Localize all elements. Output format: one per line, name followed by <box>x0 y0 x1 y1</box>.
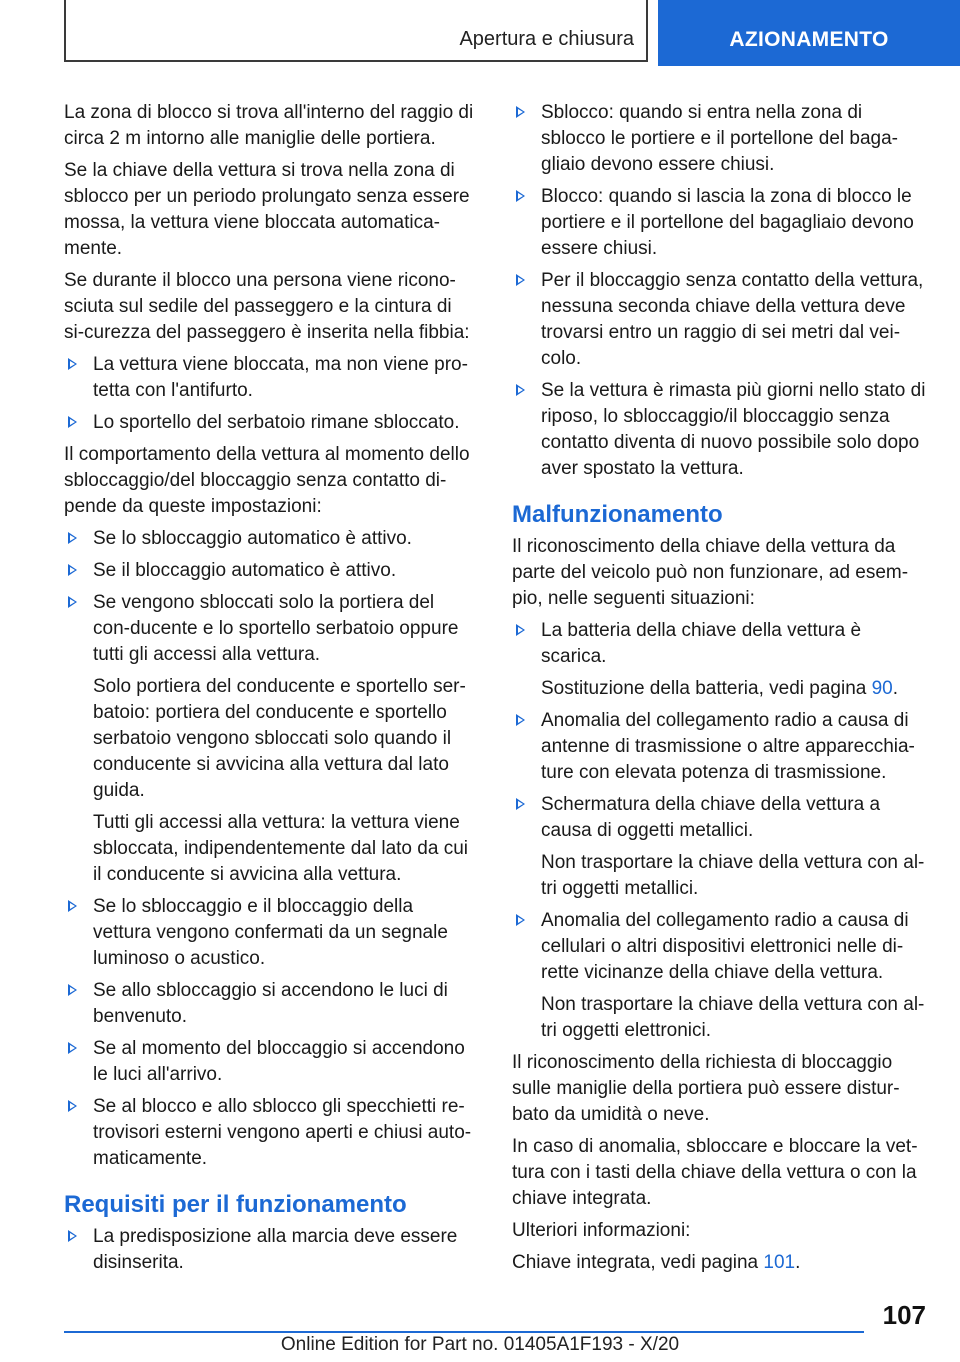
section-heading-requirements: Requisiti per il funzionamento <box>64 1191 407 1218</box>
footer-divider <box>64 1331 864 1333</box>
list-item-text: Anomalia del collegamento radio a causa di antenne di trasmissione o altre apparecchia-ture con elevata potenza di trasmissione. <box>541 710 915 783</box>
cross-reference-text: Chiave integrata, vedi pagina <box>512 1252 764 1273</box>
section-title: Apertura e chiusura <box>459 28 634 50</box>
paragraph: Il riconoscimento della chiave della vettura da parte del veicolo può non funzionare, ad esem-pio, nelle seguenti situazioni: <box>512 536 909 609</box>
bullet-triangle-icon <box>68 900 77 912</box>
footer-edition: Online Edition for Part no. 01405A1F193 - X/20 <box>280 1334 680 1355</box>
list-item <box>512 618 926 670</box>
list-item-text: Se lo sbloccaggio automatico è attivo. <box>93 528 412 549</box>
list-item-text: Per il bloccaggio senza contatto della vettura, nessuna seconda chiave della vettura deve trovarsi entro un raggio di sei metri dal vei-colo. <box>541 270 924 369</box>
list-item <box>64 558 476 584</box>
list-item <box>512 378 926 482</box>
list-item <box>512 908 926 986</box>
paragraph <box>512 1250 926 1276</box>
bullet-triangle-icon <box>68 984 77 996</box>
list-item <box>64 894 476 972</box>
list-item-text: Blocco: quando si lascia la zona di blocco le portiere e il portellone del bagagliaio devono essere chiusi. <box>541 186 914 259</box>
list-item <box>64 352 476 404</box>
page-number: 107 <box>882 1300 926 1330</box>
list-item <box>64 1094 476 1172</box>
list-item <box>64 526 476 552</box>
bullet-triangle-icon <box>516 274 525 286</box>
list-item-text: Se al blocco e allo sblocco gli specchietti re-trovisori esterni vengono aperti e chiusi auto-maticamente. <box>93 1096 472 1169</box>
paragraph: Se durante il blocco una persona viene ricono-sciuta sul sedile del passeggero e la cintura di si-curezza del passeggero è inserita nella fibbia: <box>64 270 470 343</box>
bullet-triangle-icon <box>68 1042 77 1054</box>
list-sub-paragraph: Non trasportare la chiave della vettura con al-tri oggetti metallici. <box>541 852 925 899</box>
bullet-triangle-icon <box>516 798 525 810</box>
list-item-text: Anomalia del collegamento radio a causa di cellulari o altri dispositivi elettronici nelle di-rette vicinanze della chiave della vettura. <box>541 910 909 983</box>
punctuation: . <box>795 1252 801 1273</box>
list-item-text: La batteria della chiave della vettura è scarica. <box>541 620 862 667</box>
list-item <box>64 978 476 1030</box>
bullet-triangle-icon <box>516 106 525 118</box>
punctuation: . <box>892 678 899 699</box>
list-item <box>64 590 476 668</box>
bullet-triangle-icon <box>68 416 77 428</box>
bullet-triangle-icon <box>68 564 77 576</box>
list-item-text: Se al momento del bloccaggio si accendono le luci all'arrivo. <box>93 1038 465 1085</box>
bullet-triangle-icon <box>516 714 525 726</box>
bullet-triangle-icon <box>516 384 525 396</box>
list-item-text: Se allo sbloccaggio si accendono le luci di benvenuto. <box>93 980 448 1027</box>
list-sub-paragraph: Tutti gli accessi alla vettura: la vettura viene sbloccata, indipendentemente dal lato da cui il conducente si avvicina alla vettura. <box>93 812 468 885</box>
bullet-triangle-icon <box>516 624 525 636</box>
list-item-text: Se lo sbloccaggio e il bloccaggio della vettura vengono confermati da un segnale luminoso o acustico. <box>93 896 448 969</box>
page-link-101[interactable]: 101 <box>763 1252 796 1273</box>
chapter-tab <box>658 0 960 66</box>
list-item <box>64 1036 476 1088</box>
list-item-text: Se vengono sbloccati solo la portiera del con-ducente e lo sportello serbatoio oppure tutti gli accessi alla vettura. <box>93 592 459 665</box>
bullet-triangle-icon <box>516 190 525 202</box>
page-header <box>0 0 960 66</box>
list-item <box>64 410 476 436</box>
bullet-triangle-icon <box>516 914 525 926</box>
paragraph: In caso di anomalia, sbloccare e bloccare la vet-tura con i tasti della chiave della vettura o con la chiave integrata. <box>512 1136 918 1209</box>
list-item-text: Sblocco: quando si entra nella zona di sblocco le portiere e il portellone del baga-gliaio devono essere chiusi. <box>541 102 898 175</box>
list-sub-paragraph: Solo portiera del conducente e sportello ser-batoio: portiera del conducente e sportello serbatoio vengono sbloccati solo quando il conducente si avvicina alla vettura dal lato guida. <box>93 676 466 801</box>
bullet-triangle-icon <box>68 596 77 608</box>
chapter-title: AZIONAMENTO <box>729 28 889 51</box>
list-item-text: Se la vettura è rimasta più giorni nello stato di riposo, lo sbloccaggio/il bloccaggio senza contatto diventa di nuovo possibile solo dopo aver spostato la vettura. <box>541 380 926 479</box>
paragraph: Il riconoscimento della richiesta di bloccaggio sulle maniglie della portiera può essere distur-bato da umidità o neve. <box>512 1052 900 1125</box>
list-sub-paragraph <box>512 676 926 702</box>
bullet-triangle-icon <box>68 1230 77 1242</box>
paragraph: Ulteriori informazioni: <box>512 1220 691 1241</box>
list-sub-paragraph: Non trasportare la chiave della vettura con al-tri oggetti elettronici. <box>541 994 925 1041</box>
left-column <box>64 100 476 1282</box>
right-column <box>512 100 926 1282</box>
section-tab <box>64 0 648 62</box>
page-link-90[interactable]: 90 <box>871 678 893 699</box>
paragraph: Il comportamento della vettura al momento dello sbloccaggio/del bloccaggio senza contatto di-pende da queste impostazioni: <box>64 444 470 517</box>
paragraph: La zona di blocco si trova all'interno del raggio di circa 2 m intorno alle maniglie delle portiera. <box>64 102 474 149</box>
list-item <box>512 708 926 786</box>
bullet-triangle-icon <box>68 358 77 370</box>
bullet-triangle-icon <box>68 532 77 544</box>
list-item-text: Lo sportello del serbatoio rimane sbloccato. <box>93 412 460 433</box>
list-item-text: La vettura viene bloccata, ma non viene pro-tetta con l'antifurto. <box>93 354 468 401</box>
list-item-text: Se il bloccaggio automatico è attivo. <box>93 560 397 581</box>
list-item <box>64 1224 476 1276</box>
list-item <box>512 184 926 262</box>
list-item <box>512 268 926 372</box>
cross-reference-text: Sostituzione della batteria, vedi pagina <box>541 678 872 699</box>
section-heading-malfunction: Malfunzionamento <box>512 501 723 528</box>
list-item <box>512 792 926 844</box>
list-item-text: La predisposizione alla marcia deve essere disinserita. <box>93 1226 458 1273</box>
list-item-text: Schermatura della chiave della vettura a causa di oggetti metallici. <box>541 794 881 841</box>
list-item <box>512 100 926 178</box>
paragraph: Se la chiave della vettura si trova nella zona di sblocco per un periodo prolungato senza essere mossa, la vettura viene bloccata automatica-mente. <box>64 160 470 259</box>
bullet-triangle-icon <box>68 1100 77 1112</box>
